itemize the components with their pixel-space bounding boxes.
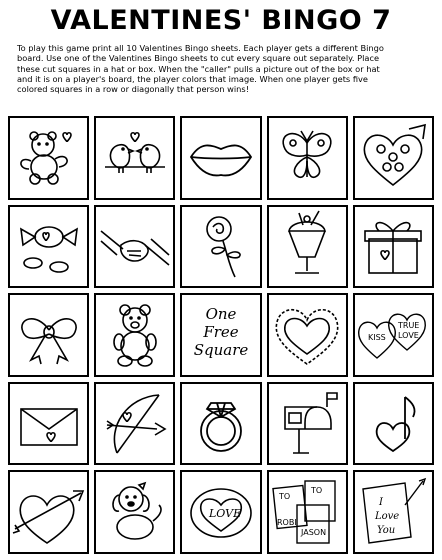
bingo-square-milkshake[interactable] [267,205,348,289]
bingo-square-gift-box[interactable] [353,205,434,289]
bingo-square-love-letter[interactable] [353,470,434,554]
cupid-bear-icon [11,121,87,195]
bingo-square-lace-heart[interactable] [267,293,348,377]
bow-icon [11,298,87,372]
bingo-square-rose[interactable] [180,205,261,289]
bingo-square-lovebirds[interactable] [94,116,175,200]
bingo-square-puppy[interactable] [94,470,175,554]
valentine-cards-icon [269,475,345,549]
bingo-square-valentine-cards[interactable] [267,470,348,554]
bingo-square-free[interactable] [180,293,261,377]
bingo-square-butterfly[interactable] [267,116,348,200]
lace-heart-icon [269,298,345,372]
heart-arrow-icon [11,475,87,549]
card-name-robi: ROBI [277,518,297,528]
free-square-line-1: One [205,305,237,324]
card-name-jason: JASON [301,528,327,538]
bingo-square-handshake[interactable] [94,205,175,289]
bingo-square-mailbox[interactable] [267,382,348,466]
heart-candy-box-icon [355,121,431,195]
diamond-ring-icon [183,387,259,461]
love-plate-text: LOVE [208,507,242,521]
lovebirds-icon [97,121,173,195]
love-plate-icon [183,475,259,549]
mailbox-icon [269,387,345,461]
instructions-text: To play this game print all 10 Valentines Bingo sheets. Each player gets a different Bingo board. Use one of the Valentines Bingo sheets to cut every square out separately. Place these cut squares in a hat or box. When the "caller" pulls a picture out of the box or hat and it is on a player's board, the player colors that image. When one player gets five colored squares in a row or diagonally that person wins! [17,43,384,95]
letter-line-1: I [379,497,384,509]
letter-line-2: Love [375,511,400,523]
bingo-square-love-plate[interactable] [180,470,261,554]
bow-and-arrow-icon [97,387,173,461]
handshake-icon [97,209,173,283]
bingo-square-diamond-ring[interactable] [180,382,261,466]
puppy-icon [97,475,173,549]
rose-icon [183,209,259,283]
free-square-line-3: Square [193,341,249,360]
envelope-icon [11,387,87,461]
lips-icon [183,121,259,195]
card-to-label-2: TO [311,486,323,496]
bingo-square-candy-hearts[interactable] [353,293,434,377]
butterfly-icon [269,121,345,195]
music-note-heart-icon [355,387,431,461]
milkshake-icon [269,209,345,283]
bingo-square-wrapped-candies[interactable] [8,205,89,289]
card-to-label-1: TO [279,492,291,502]
bingo-board [8,116,434,554]
bingo-square-cupid-bear[interactable] [8,116,89,200]
bingo-square-envelope[interactable] [8,382,89,466]
gift-box-icon [355,209,431,283]
page-title: VALENTINES' BINGO 7 [50,5,392,36]
bingo-square-heart-arrow[interactable] [8,470,89,554]
bingo-square-teddy-bear[interactable] [94,293,175,377]
free-square-text [182,305,259,359]
bingo-square-music-note-heart[interactable] [353,382,434,466]
candy-heart-text-kiss: KISS [368,332,387,342]
letter-line-3: You [377,525,396,537]
candy-hearts-icon [355,298,431,372]
wrapped-candies-icon [11,209,87,283]
bingo-square-heart-candy-box[interactable] [353,116,434,200]
love-letter-icon [355,475,431,549]
teddy-bear-icon [97,298,173,372]
free-square-line-2: Free [203,323,239,342]
candy-heart-text-true: TRUE [398,320,420,330]
bingo-square-lips[interactable] [180,116,261,200]
bingo-square-bow-and-arrow[interactable] [94,382,175,466]
bingo-square-bow[interactable] [8,293,89,377]
candy-heart-text-love: LOVE [398,330,420,340]
